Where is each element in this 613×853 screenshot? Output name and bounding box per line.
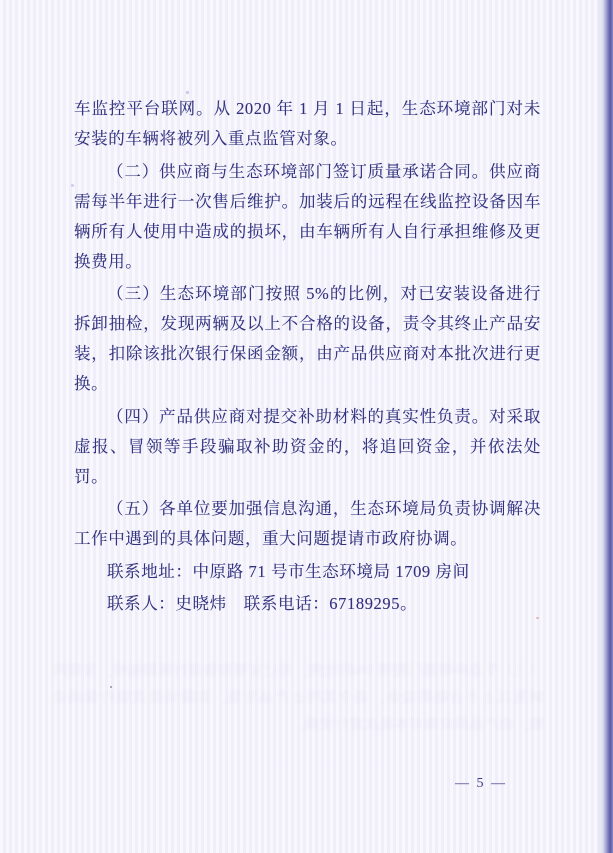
paragraph-item-5: （五）各单位要加强信息沟通，生态环境局负责协调解决工作中遇到的具体问题，重大问题提请市政府协调。 bbox=[74, 499, 541, 548]
contact-address-line: 联系地址：中原路 71 号市生态环境局 1709 房间 bbox=[107, 561, 470, 581]
scan-speck bbox=[110, 686, 112, 688]
scan-edge-shadow bbox=[597, 0, 613, 853]
paragraph-item-4: （四）产品供应商对提交补助材料的真实性负责。对采取虚报、冒领等手段骗取补助资金的，将追回资金，并依法处罚。 bbox=[74, 406, 541, 486]
document-body bbox=[74, 94, 541, 622]
paragraph-item-3: （三）生态环境部门按照 5%的比例，对已安装设备进行拆卸抽检，发现两辆及以上不合格的设备，责令其终止产品安装，扣除该批次银行保函金额，由产品供应商对本批次进行更换。 bbox=[74, 284, 541, 393]
contact-person-line: 联系人：史晓炜 联系电话：67189295。 bbox=[107, 594, 418, 613]
bleedthrough-ghost-text: （三）生态环境部门按照 5%的比例，对已安装设备进行拆卸抽检，发现两辆及以上不合格的设备，责令其终止产品安装，扣除该批次银行保函金额，由产品供应商对本批次进行更换。 bbox=[52, 663, 544, 733]
page-number: — 5 — bbox=[455, 776, 507, 791]
paragraph-continuation: 车监控平台联网。从 2020 年 1 月 1 日起，生态环境部门对未安装的车辆将被列入重点监管对象。 bbox=[74, 99, 541, 148]
paragraph-item-2: （二）供应商与生态环境部门签订质量承诺合同。供应商需每半年进行一次售后维护。加装后的远程在线监控设备因车辆所有人使用中造成的损坏，由车辆所有人自行承担维修及更换费用。 bbox=[74, 161, 541, 271]
